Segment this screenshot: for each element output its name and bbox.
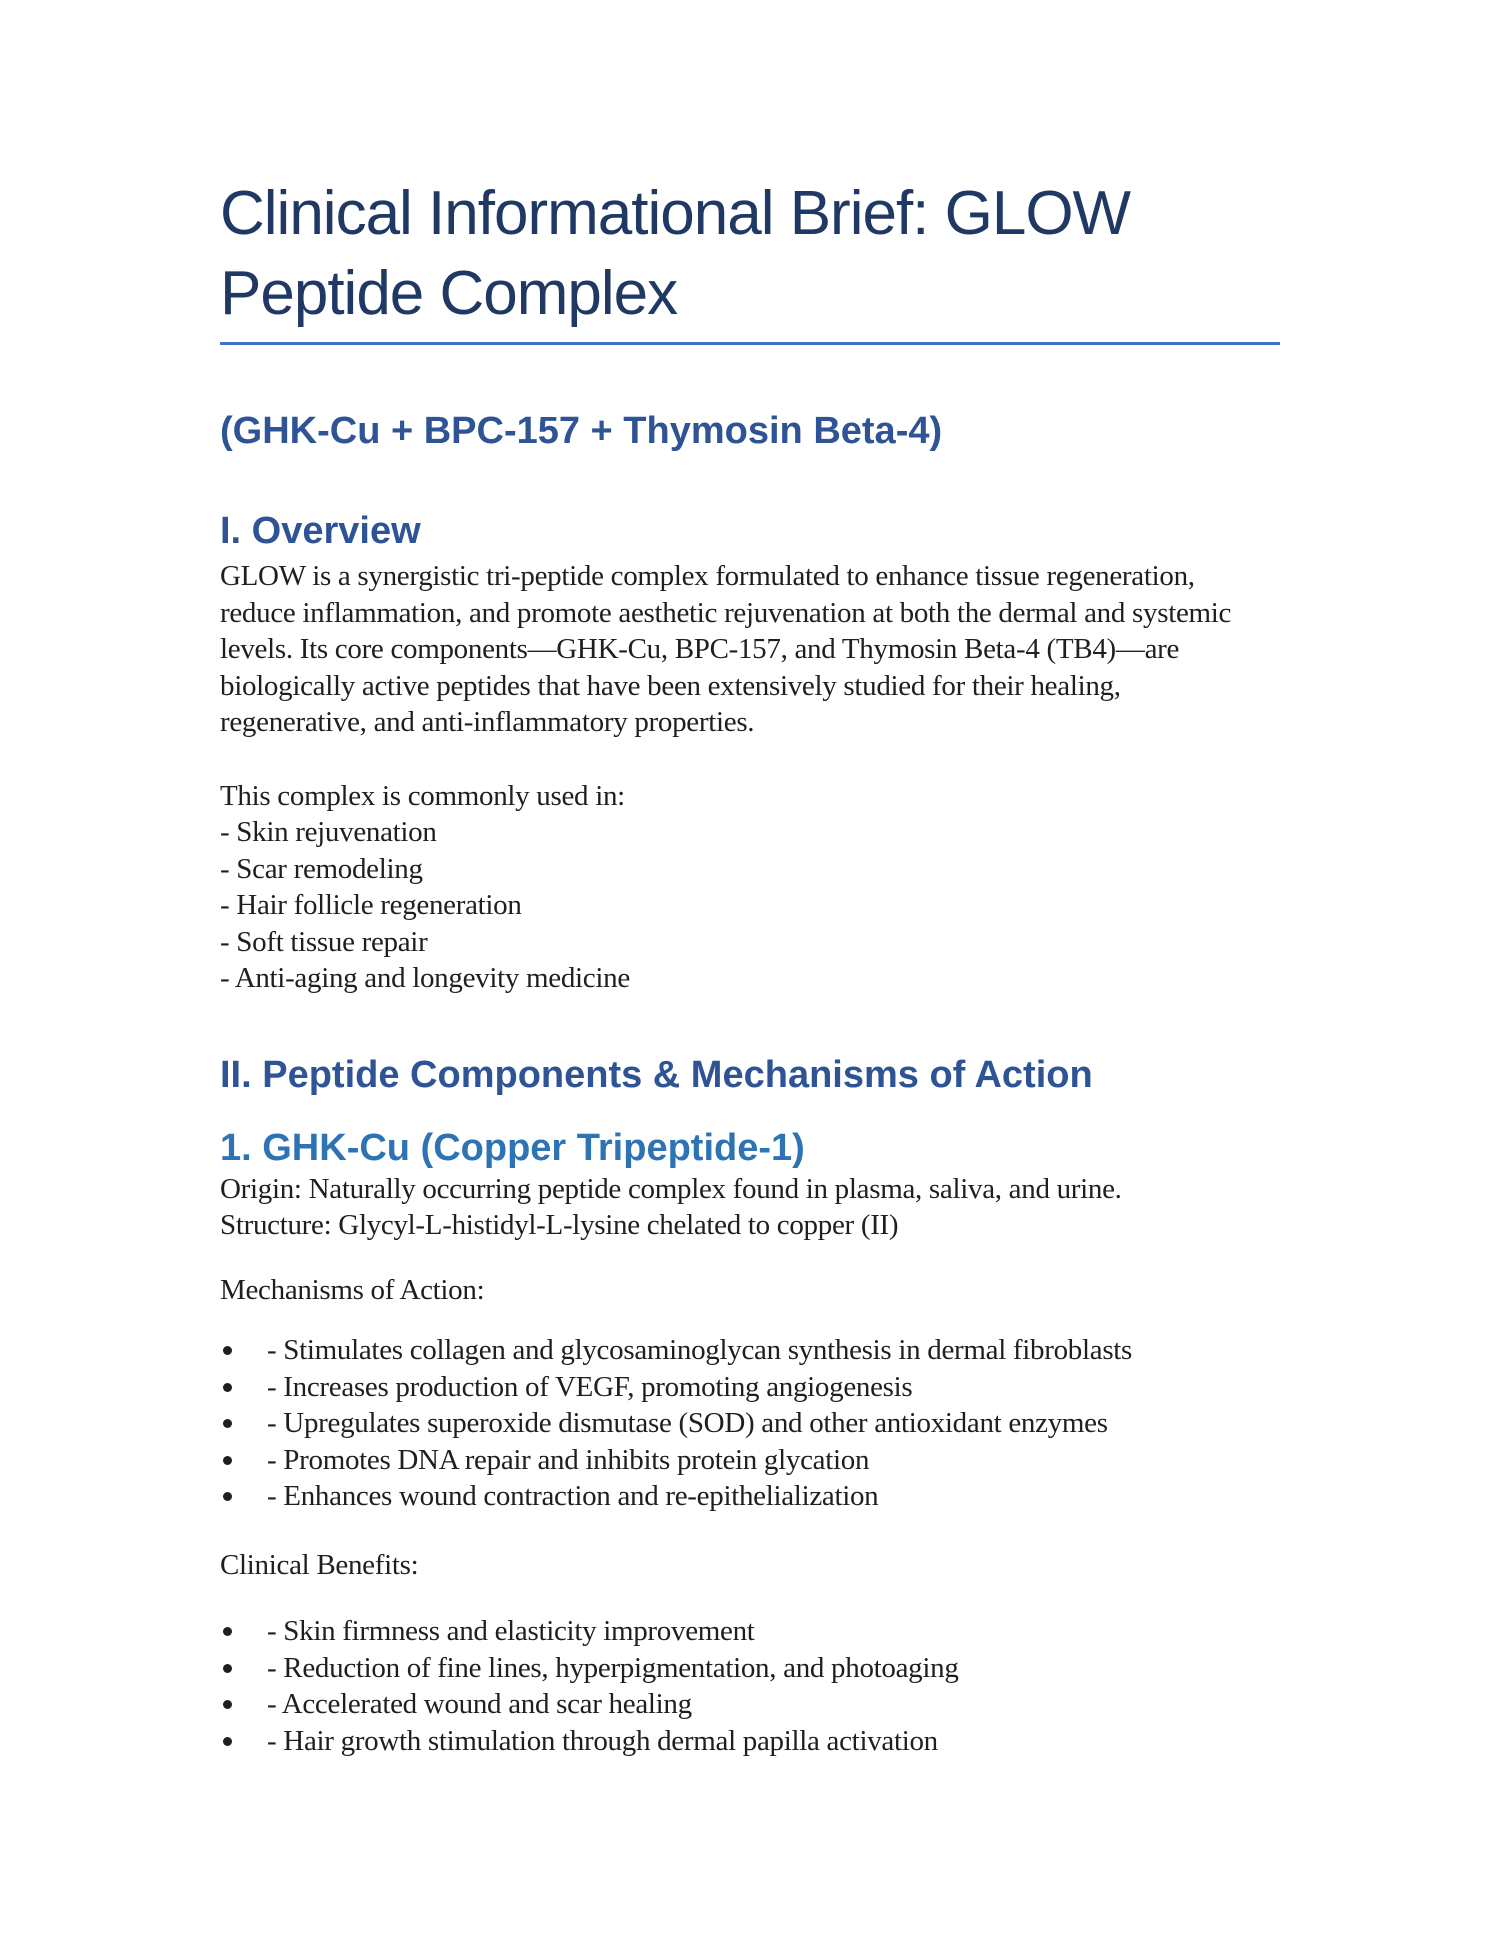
list-item-text: - Accelerated wound and scar healing — [267, 1688, 692, 1720]
bullet-icon — [223, 1737, 232, 1746]
ghk-cu-subheading: 1. GHK-Cu (Copper Tripeptide-1) — [220, 1126, 805, 1169]
uses-intro: This complex is commonly used in: — [220, 779, 625, 812]
mechanisms-label-text: Mechanisms of Action: — [220, 1273, 485, 1306]
page-content — [220, 0, 1280, 1759]
paragraph-line: levels. Its core components—GHK-Cu, BPC-157, and Thymosin Beta-4 (TB4)—are — [220, 633, 1180, 665]
origin-structure-block — [220, 1171, 1280, 1244]
document-title-line1: Clinical Informational Brief: GLOW — [220, 179, 1131, 248]
list-item — [220, 1332, 1280, 1369]
list-item-text: - Reduction of fine lines, hyperpigmentation, and photoaging — [267, 1651, 959, 1684]
list-item — [220, 1650, 1280, 1687]
structure-line: Structure: Glycyl-L-histidyl-L-lysine chelated to copper (II) — [220, 1209, 899, 1241]
use-item: - Hair follicle regeneration — [220, 889, 522, 921]
paragraph-line: regenerative, and anti-inflammatory properties. — [220, 706, 755, 738]
list-item — [220, 1442, 1280, 1479]
list-item-text: - Stimulates collagen and glycosaminoglycan synthesis in dermal fibroblasts — [267, 1334, 1133, 1366]
document-title — [220, 0, 1280, 345]
benefits-list — [220, 1613, 1280, 1759]
list-item-text: - Upregulates superoxide dismutase (SOD) and other antioxidant enzymes — [267, 1407, 1108, 1439]
use-item: - Skin rejuvenation — [220, 816, 437, 848]
list-item-text: - Increases production of VEGF, promoting angiogenesis — [267, 1370, 913, 1403]
list-item — [220, 1723, 1280, 1760]
document-title-line2: Peptide Complex — [220, 259, 678, 328]
mechanisms-list — [220, 1332, 1280, 1515]
document-subtitle: (GHK-Cu + BPC-157 + Thymosin Beta-4) — [220, 410, 943, 452]
bullet-icon — [223, 1419, 232, 1428]
bullet-icon — [223, 1456, 232, 1465]
benefits-label-text: Clinical Benefits: — [220, 1548, 419, 1581]
list-item-text: - Hair growth stimulation through dermal papilla activation — [267, 1724, 938, 1757]
overview-paragraph — [220, 558, 1280, 741]
list-item — [220, 1369, 1280, 1406]
use-item: - Scar remodeling — [220, 852, 423, 885]
list-item-text: - Promotes DNA repair and inhibits protein glycation — [267, 1443, 870, 1476]
common-uses-block — [220, 778, 1280, 997]
list-item-text: - Skin firmness and elasticity improvement — [267, 1615, 755, 1647]
bullet-icon — [223, 1346, 232, 1355]
mechanisms-label — [220, 1272, 1280, 1309]
section-overview-heading: I. Overview — [220, 510, 421, 552]
bullet-icon — [223, 1492, 232, 1501]
list-item-text: - Enhances wound contraction and re-epithelialization — [267, 1480, 879, 1512]
list-item — [220, 1478, 1280, 1515]
bullet-icon — [223, 1383, 232, 1392]
bullet-icon — [223, 1664, 232, 1673]
paragraph-line: GLOW is a synergistic tri-peptide complex formulated to enhance tissue regeneration, — [220, 560, 1195, 592]
list-item — [220, 1613, 1280, 1650]
list-item — [220, 1686, 1280, 1723]
section-components-heading: II. Peptide Components & Mechanisms of Action — [220, 1053, 1093, 1096]
use-item: - Soft tissue repair — [220, 925, 428, 958]
bullet-icon — [223, 1627, 232, 1636]
paragraph-line: reduce inflammation, and promote aesthetic rejuvenation at both the dermal and systemic — [220, 596, 1232, 629]
bullet-icon — [223, 1700, 232, 1709]
list-item — [220, 1405, 1280, 1442]
use-item: - Anti-aging and longevity medicine — [220, 962, 630, 994]
paragraph-line: biologically active peptides that have been extensively studied for their healing, — [220, 669, 1121, 702]
benefits-label — [220, 1547, 1280, 1584]
origin-line: Origin: Naturally occurring peptide complex found in plasma, saliva, and urine. — [220, 1172, 1122, 1205]
